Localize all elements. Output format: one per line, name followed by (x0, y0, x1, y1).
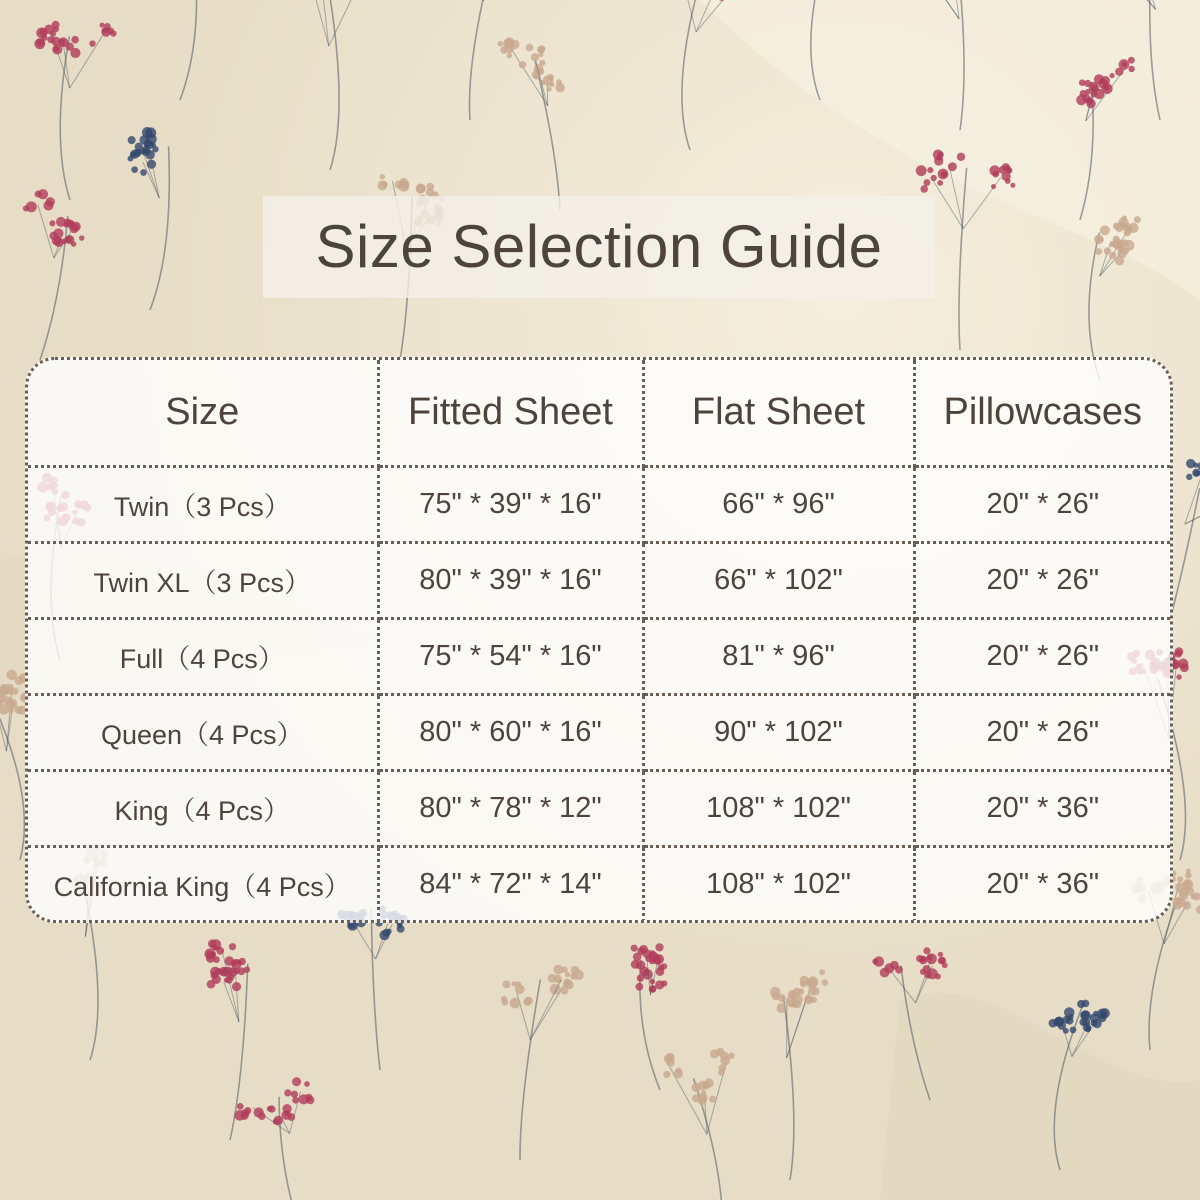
pillowcases-cell: 20" * 26" (914, 466, 1170, 542)
size-table (28, 360, 1170, 922)
table-header-row (28, 360, 1170, 466)
header-pillowcases: Pillowcases (914, 360, 1170, 466)
table-row (28, 618, 1170, 694)
flat-sheet-cell: 66" * 102" (643, 542, 914, 618)
header-flat-sheet: Flat Sheet (643, 360, 914, 466)
table-row (28, 846, 1170, 922)
pillowcases-cell: 20" * 26" (914, 618, 1170, 694)
table-row (28, 694, 1170, 770)
flat-sheet-cell: 90" * 102" (643, 694, 914, 770)
header-fitted-sheet: Fitted Sheet (378, 360, 643, 466)
table-row (28, 770, 1170, 846)
table-row (28, 542, 1170, 618)
pillowcases-cell: 20" * 26" (914, 694, 1170, 770)
size-cell: Queen（4 Pcs） (28, 694, 378, 770)
size-table-card (25, 357, 1173, 923)
fitted-sheet-cell: 80" * 78" * 12" (378, 770, 643, 846)
pillowcases-cell: 20" * 36" (914, 846, 1170, 922)
fitted-sheet-cell: 80" * 39" * 16" (378, 542, 643, 618)
size-cell: King（4 Pcs） (28, 770, 378, 846)
fitted-sheet-cell: 80" * 60" * 16" (378, 694, 643, 770)
fitted-sheet-cell: 75" * 54" * 16" (378, 618, 643, 694)
flat-sheet-cell: 108" * 102" (643, 846, 914, 922)
table-row (28, 466, 1170, 542)
fitted-sheet-cell: 84" * 72" * 14" (378, 846, 643, 922)
pillowcases-cell: 20" * 26" (914, 542, 1170, 618)
size-cell: Full（4 Pcs） (28, 618, 378, 694)
size-cell: California King（4 Pcs） (28, 846, 378, 922)
header-size: Size (28, 360, 378, 466)
fitted-sheet-cell: 75" * 39" * 16" (378, 466, 643, 542)
flat-sheet-cell: 81" * 96" (643, 618, 914, 694)
pillowcases-cell: 20" * 36" (914, 770, 1170, 846)
size-cell: Twin XL（3 Pcs） (28, 542, 378, 618)
flat-sheet-cell: 66" * 96" (643, 466, 914, 542)
size-cell: Twin（3 Pcs） (28, 466, 378, 542)
flat-sheet-cell: 108" * 102" (643, 770, 914, 846)
page-title: Size Selection Guide (315, 213, 883, 280)
